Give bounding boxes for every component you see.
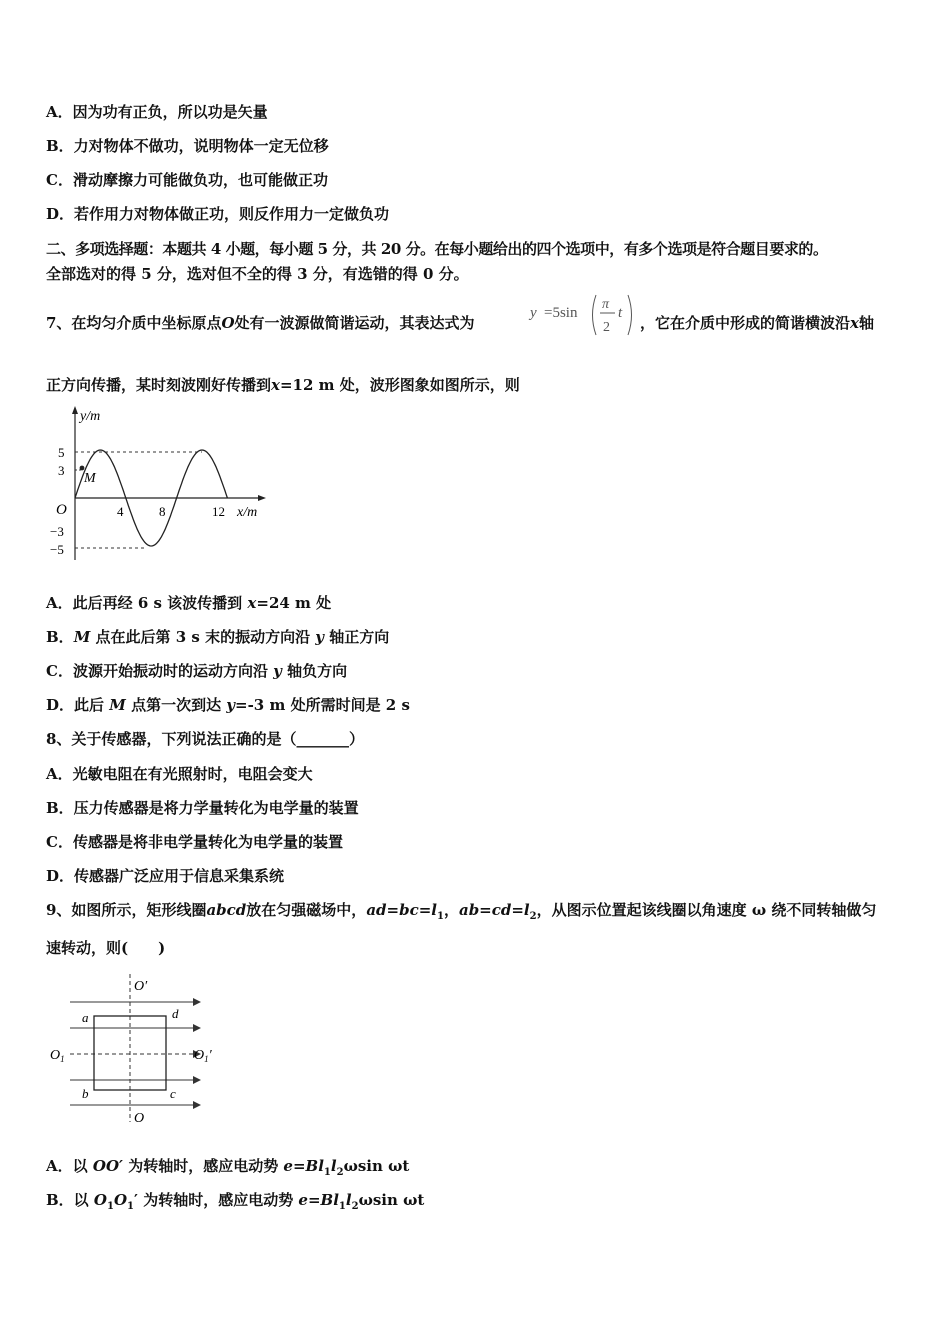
q6-option-d: D．若作用力对物体做正功，则反作用力一定做负功	[46, 205, 390, 223]
q6-option-c: C．滑动摩擦力可能做负功，也可能做正功	[46, 171, 328, 189]
y-tick-3: 3	[58, 463, 65, 478]
point-m	[80, 466, 85, 471]
q9-option-a: A．以 OO′ 为转轴时，感应电动势 $e=Bl_1l_2\omega\sin$ ωt	[46, 1157, 410, 1178]
wave-graph	[44, 400, 284, 565]
x-tick-8: 8	[159, 504, 166, 519]
eq-lhs: y	[530, 305, 537, 321]
y-tick-neg3: −3	[50, 524, 64, 539]
section2-line2: 全部选对的得 5 分，选对但不全的得 3 分，有选错的得 0 分。	[46, 265, 469, 283]
q8-option-a: A．光敏电阻在有光照射时，电阻会变大	[46, 765, 313, 783]
q7-option-b: B．M 点在此后第 3 s 末的振动方向沿 y 轴正方向	[46, 628, 390, 646]
eq-den: 2	[603, 320, 610, 335]
corner-c: c	[170, 1086, 176, 1101]
corner-b: b	[82, 1086, 89, 1101]
label-o1: $O_1$	[50, 1048, 65, 1064]
point-m-label: M	[84, 471, 96, 486]
corner-d: d	[172, 1006, 179, 1021]
eq-t: t	[618, 305, 623, 321]
x-axis-label: x/m	[237, 505, 258, 520]
q7-stem-line1: 7、在均匀介质中坐标原点O处有一波源做简谐运动，其表达式为	[46, 314, 475, 332]
q9-option-b: B．以 $O_1O_1'$ 为转轴时，感应电动势 $e=Bl_1l_2\omega\sin$ ωt	[46, 1191, 425, 1212]
eq-mid: =5sin	[544, 305, 578, 321]
q7-stem-line1-tail: ，它在介质中形成的简谐横波沿x轴	[640, 314, 874, 332]
eq-num: π	[602, 297, 610, 312]
q6-option-a: A．因为功有正负，所以功是矢量	[46, 103, 268, 121]
q8-option-b: B．压力传感器是将力学量转化为电学量的装置	[46, 799, 359, 817]
coil-figure	[46, 972, 236, 1127]
y-axis-arrow	[72, 406, 78, 414]
q7-option-a: A．此后再经 6 s 该波传播到 x=24 m 处	[46, 594, 332, 612]
q7-option-d: D．此后 M 点第一次到达 y=-3 m 处所需时间是 2 s	[46, 696, 410, 714]
q9-stem-line1: 9、如图所示，矩形线圈abcd放在匀强磁场中，$ad=bc=l_1$，$ab=cd=l_2$，从图示位置起该线圈以角速度 ω 绕不同转轴做匀	[46, 901, 877, 922]
y-axis-label: y/m	[80, 409, 101, 424]
origin-label: O	[56, 502, 67, 518]
x-axis-arrow	[258, 495, 266, 501]
q8-option-c: C．传感器是将非电学量转化为电学量的装置	[46, 833, 343, 851]
x-tick-12: 12	[212, 504, 225, 519]
y-tick-neg5: −5	[50, 542, 64, 557]
q8-stem: 8、关于传感器，下列说法正确的是（_______）	[46, 730, 364, 748]
q6-option-b: B．力对物体不做功，说明物体一定无位移	[46, 137, 329, 155]
corner-a: a	[82, 1010, 89, 1025]
q8-option-d: D．传感器广泛应用于信息采集系统	[46, 867, 285, 885]
q7-option-c: C．波源开始振动时的运动方向沿 y 轴负方向	[46, 662, 348, 680]
q7-equation	[526, 291, 638, 341]
label-o-prime: O′	[134, 979, 148, 994]
q7-stem-line2: 正方向传播，某时刻波刚好传播到x=12 m 处，波形图象如图所示，则	[46, 376, 520, 394]
q9-stem-line2: 速转动，则( )	[46, 939, 166, 957]
y-tick-5: 5	[58, 445, 65, 460]
label-o: O	[134, 1111, 145, 1126]
label-o1-prime: $O_1'$	[194, 1048, 212, 1064]
x-tick-4: 4	[117, 504, 124, 519]
section2-line1: 二、多项选择题：本题共 4 小题，每小题 5 分，共 20 分。在每小题给出的四个选项中，有多个选项是符合题目要求的。	[46, 240, 828, 258]
